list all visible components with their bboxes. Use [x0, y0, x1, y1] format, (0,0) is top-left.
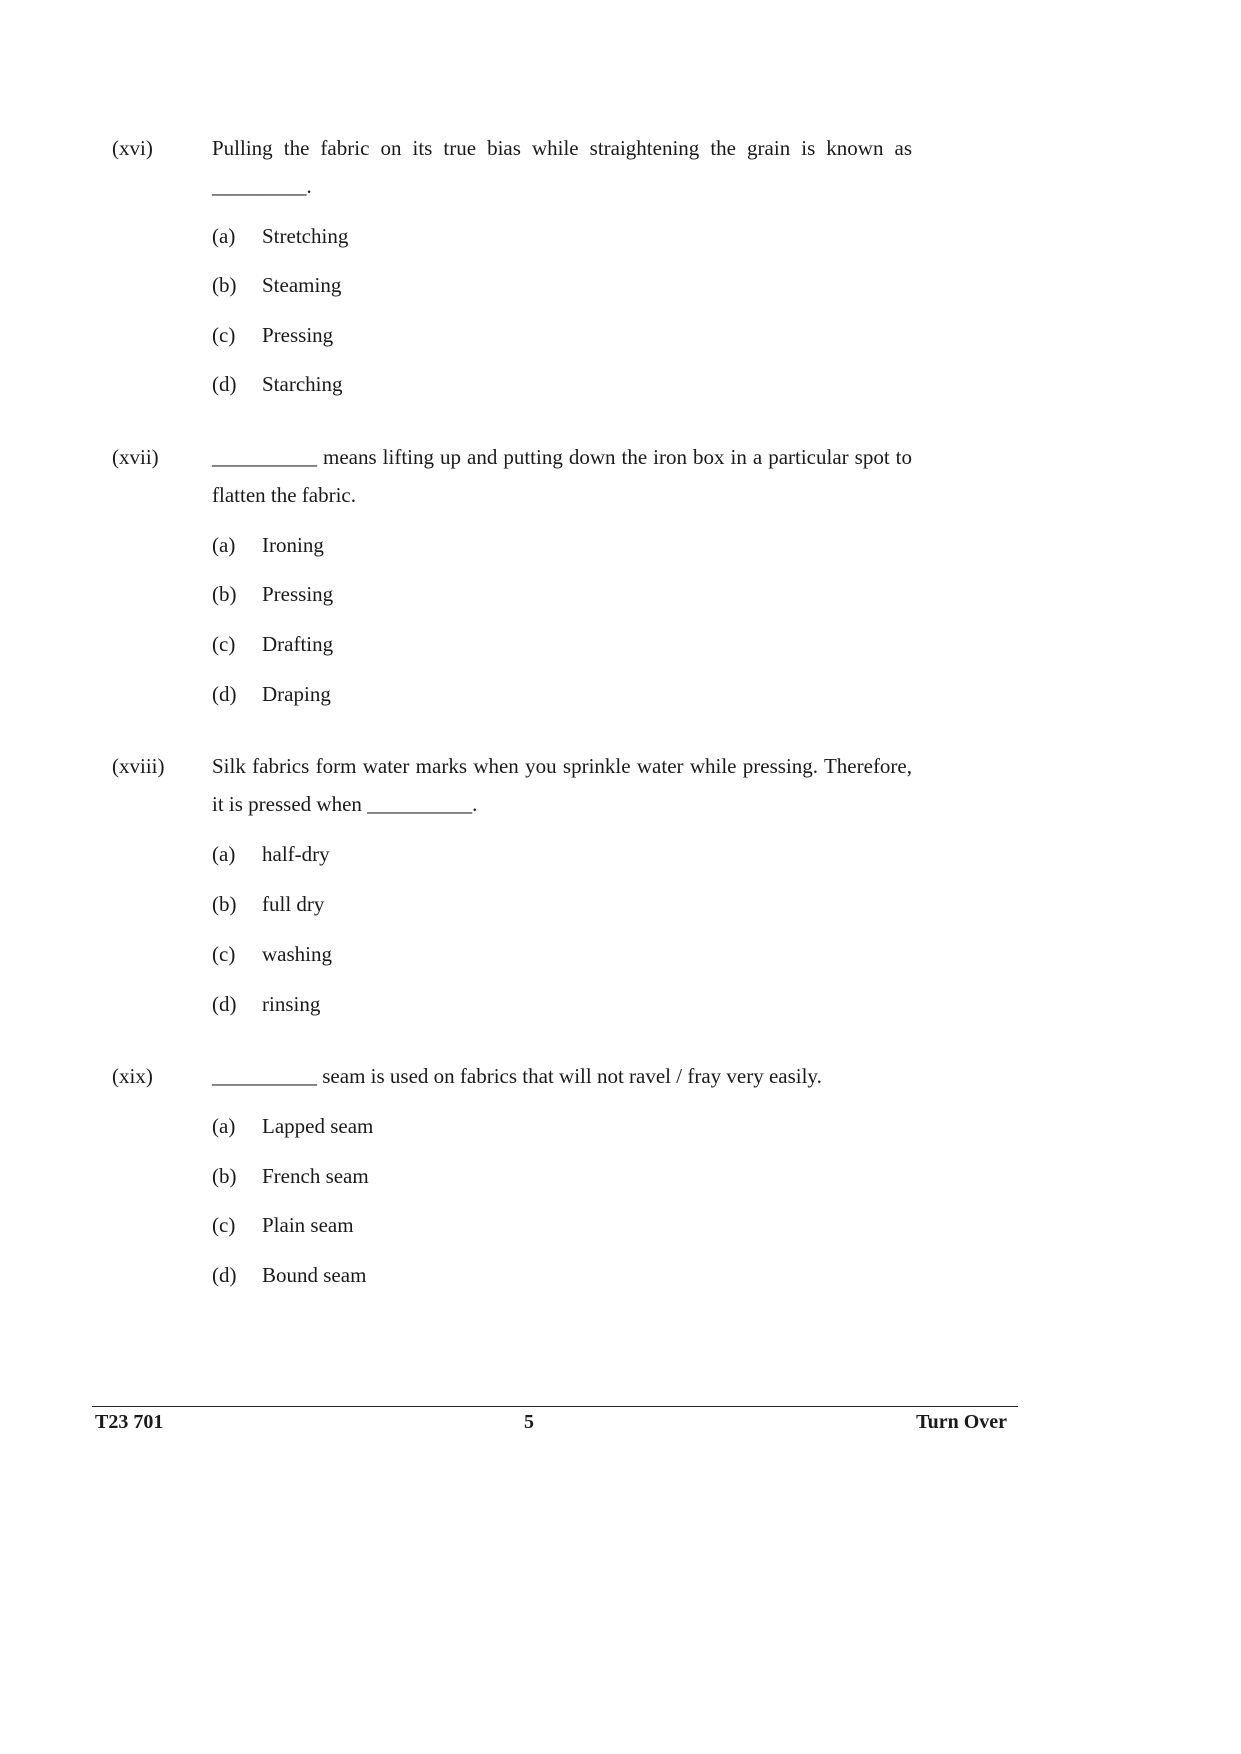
question-number: (xvi) — [112, 136, 153, 160]
option-letter: (a) — [212, 1114, 236, 1138]
option-text: Draping — [262, 682, 331, 706]
option-text: Plain seam — [262, 1213, 354, 1237]
option-text: Pressing — [262, 323, 334, 347]
option-letter: (c) — [212, 323, 236, 347]
option-letter: (d) — [212, 682, 237, 706]
option-text: Steaming — [262, 273, 342, 297]
option-letter: (b) — [212, 582, 237, 606]
option-text: Starching — [262, 372, 343, 396]
question-number: (xix) — [112, 1064, 153, 1088]
option-text: Drafting — [262, 632, 334, 656]
option-text: Ironing — [262, 533, 324, 557]
option-text: half-dry — [262, 842, 330, 866]
question-text: __________ seam is used on fabrics that will not ravel / fray very easily. — [212, 1064, 822, 1088]
option-letter: (a) — [212, 533, 236, 557]
question-number: (xviii) — [112, 754, 165, 778]
option-letter: (d) — [212, 1263, 237, 1287]
option-text: Lapped seam — [262, 1114, 374, 1138]
paper-code: T23 701 — [95, 1411, 164, 1433]
option-text: French seam — [262, 1164, 369, 1188]
option-text: rinsing — [262, 992, 321, 1016]
option-letter: (d) — [212, 992, 237, 1016]
option-letter: (b) — [212, 892, 237, 916]
option-letter: (c) — [212, 942, 236, 966]
option-text: washing — [262, 942, 332, 966]
option-letter: (a) — [212, 224, 236, 248]
option-letter: (b) — [212, 273, 237, 297]
option-letter: (c) — [212, 1213, 236, 1237]
option-letter: (c) — [212, 632, 236, 656]
option-letter: (d) — [212, 372, 237, 396]
question-text: __________ means lifting up and putting down the iron box in a particular spot to flatten the fabric. — [212, 445, 912, 507]
footer-divider — [92, 1406, 1018, 1407]
option-text: Pressing — [262, 582, 334, 606]
page-number: 5 — [524, 1411, 534, 1433]
option-text: Bound seam — [262, 1263, 367, 1287]
option-text: Stretching — [262, 224, 349, 248]
turn-over-label: Turn Over — [916, 1411, 1007, 1433]
question-text: Pulling the fabric on its true bias while straightening the grain is known as _________. — [212, 136, 912, 198]
option-text: full dry — [262, 892, 325, 916]
option-letter: (a) — [212, 842, 236, 866]
option-letter: (b) — [212, 1164, 237, 1188]
question-text: Silk fabrics form water marks when you sprinkle water while pressing. Therefore, it is pressed when __________. — [212, 754, 912, 816]
question-number: (xvii) — [112, 445, 159, 469]
